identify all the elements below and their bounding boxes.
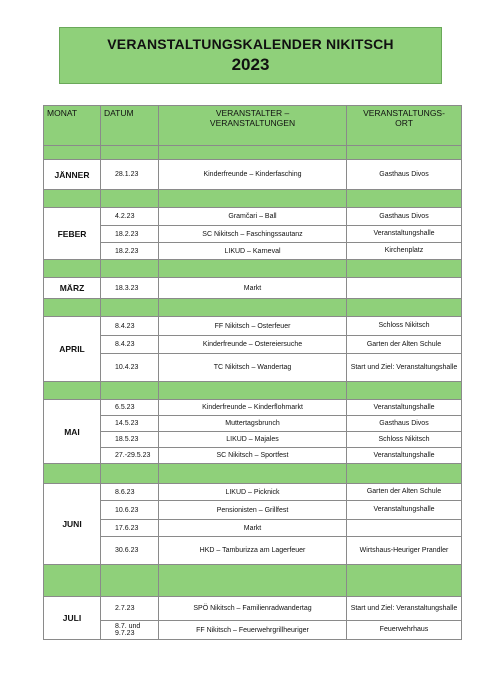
header-date: DATUM: [101, 106, 159, 146]
event-cell: Kinderfreunde – Kinderfasching: [159, 160, 347, 190]
date-cell: 10.6.23: [101, 501, 159, 520]
venue-cell: Veranstaltungshalle: [347, 226, 462, 243]
venue-cell: Schloss Nikitsch: [347, 432, 462, 448]
venue-cell: Gasthaus Divos: [347, 208, 462, 226]
date-cell: 6.5.23: [101, 400, 159, 416]
separator-cell: [159, 146, 347, 160]
separator-cell: [101, 464, 159, 484]
date-cell: 17.6.23: [101, 520, 159, 537]
separator-cell: [101, 382, 159, 400]
separator-cell: [159, 464, 347, 484]
month-cell: MAI: [44, 400, 101, 464]
event-cell: Markt: [159, 520, 347, 537]
table-row: [44, 416, 462, 432]
separator-cell: [44, 382, 101, 400]
event-cell: SC Nikitsch – Sportfest: [159, 448, 347, 464]
venue-cell: [347, 520, 462, 537]
event-cell: Pensionisten – Grillfest: [159, 501, 347, 520]
date-cell: 2.7.23: [101, 597, 159, 621]
separator-cell: [347, 382, 462, 400]
event-cell: Gramčari – Ball: [159, 208, 347, 226]
venue-cell: Schloss Nikitsch: [347, 317, 462, 336]
separator-cell: [159, 190, 347, 208]
venue-cell: Veranstaltungshalle: [347, 448, 462, 464]
separator-cell: [44, 565, 101, 597]
table-row: [44, 208, 462, 226]
month-cell: JULI: [44, 597, 101, 640]
separator-cell: [159, 382, 347, 400]
event-calendar-table: [43, 105, 462, 640]
month-cell: JÄNNER: [44, 160, 101, 190]
event-cell: SC Nikitsch – Faschingssautanz: [159, 226, 347, 243]
separator-cell: [44, 190, 101, 208]
event-cell: Kinderfreunde – Kinderflohmarkt: [159, 400, 347, 416]
event-cell: TC Nikitsch – Wandertag: [159, 354, 347, 382]
table-row: [44, 520, 462, 537]
date-cell: 14.5.23: [101, 416, 159, 432]
date-cell: 18.3.23: [101, 278, 159, 299]
separator-cell: [347, 190, 462, 208]
date-cell: 27.-29.5.23: [101, 448, 159, 464]
header-venue: VERANSTALTUNGS- ORT: [347, 106, 462, 146]
venue-cell: Start und Ziel: Veranstaltungshalle: [347, 597, 462, 621]
date-cell: 18.2.23: [101, 226, 159, 243]
venue-cell: Gasthaus Divos: [347, 416, 462, 432]
separator-cell: [44, 146, 101, 160]
table-row: [44, 501, 462, 520]
separator-cell: [44, 464, 101, 484]
venue-cell: [347, 278, 462, 299]
table-header-row: [44, 106, 462, 146]
title-banner: [59, 27, 442, 84]
separator-cell: [347, 299, 462, 317]
header-organizer: VERANSTALTER – VERANSTALTUNGEN: [159, 106, 347, 146]
separator-cell: [347, 146, 462, 160]
table-row: [44, 226, 462, 243]
separator-cell: [44, 260, 101, 278]
month-cell: JUNI: [44, 484, 101, 565]
month-separator-row: [44, 299, 462, 317]
venue-cell: Garten der Alten Schule: [347, 336, 462, 354]
event-cell: Kinderfreunde – Ostereiersuche: [159, 336, 347, 354]
separator-cell: [101, 565, 159, 597]
table-row: [44, 160, 462, 190]
event-cell: Muttertagsbrunch: [159, 416, 347, 432]
venue-cell: Wirtshaus-Heuriger Prandler: [347, 537, 462, 565]
venue-cell: Feuerwehrhaus: [347, 621, 462, 640]
month-separator-row: [44, 190, 462, 208]
page-title: VERANSTALTUNGSKALENDER NIKITSCH: [107, 36, 394, 52]
table-row: [44, 336, 462, 354]
separator-cell: [159, 565, 347, 597]
event-cell: FF Nikitsch – Feuerwehrgrillheuriger: [159, 621, 347, 640]
date-cell: 8.6.23: [101, 484, 159, 501]
table-row: [44, 448, 462, 464]
separator-cell: [347, 565, 462, 597]
venue-cell: Veranstaltungshalle: [347, 501, 462, 520]
venue-cell: Start und Ziel: Veranstaltungshalle: [347, 354, 462, 382]
event-cell: SPÖ Nikitsch – Familienradwandertag: [159, 597, 347, 621]
event-cell: FF Nikitsch – Osterfeuer: [159, 317, 347, 336]
separator-cell: [159, 299, 347, 317]
month-separator-row: [44, 464, 462, 484]
table-row: [44, 354, 462, 382]
separator-cell: [159, 260, 347, 278]
month-separator-row: [44, 260, 462, 278]
month-cell: MÄRZ: [44, 278, 101, 299]
page-year: 2023: [231, 55, 270, 74]
event-cell: LIKUD – Picknick: [159, 484, 347, 501]
month-separator-row: [44, 565, 462, 597]
event-cell: LIKUD – Majales: [159, 432, 347, 448]
event-cell: HKD – Tamburizza am Lagerfeuer: [159, 537, 347, 565]
table-row: [44, 400, 462, 416]
date-cell: 10.4.23: [101, 354, 159, 382]
month-separator-row: [44, 146, 462, 160]
table-row: [44, 484, 462, 501]
separator-cell: [347, 464, 462, 484]
table-row: [44, 317, 462, 336]
date-cell: 18.2.23: [101, 243, 159, 260]
separator-cell: [101, 146, 159, 160]
header-month: MONAT: [44, 106, 101, 146]
date-cell: 4.2.23: [101, 208, 159, 226]
date-cell: 18.5.23: [101, 432, 159, 448]
date-cell: 8.4.23: [101, 336, 159, 354]
month-cell: APRIL: [44, 317, 101, 382]
event-cell: Markt: [159, 278, 347, 299]
table-row: [44, 432, 462, 448]
venue-cell: Veranstaltungshalle: [347, 400, 462, 416]
table-row: [44, 278, 462, 299]
separator-cell: [44, 299, 101, 317]
venue-cell: Garten der Alten Schule: [347, 484, 462, 501]
date-cell: 30.6.23: [101, 537, 159, 565]
month-separator-row: [44, 382, 462, 400]
month-cell: FEBER: [44, 208, 101, 260]
table-row: [44, 597, 462, 621]
table-body: [44, 146, 462, 640]
event-cell: LIKUD – Karneval: [159, 243, 347, 260]
table-row: [44, 621, 462, 640]
date-cell: 28.1.23: [101, 160, 159, 190]
date-cell: 8.7. und 9.7.23: [101, 621, 159, 640]
separator-cell: [101, 260, 159, 278]
date-cell: 8.4.23: [101, 317, 159, 336]
separator-cell: [101, 190, 159, 208]
separator-cell: [101, 299, 159, 317]
table-row: [44, 537, 462, 565]
venue-cell: Gasthaus Divos: [347, 160, 462, 190]
table-row: [44, 243, 462, 260]
venue-cell: Kirchenplatz: [347, 243, 462, 260]
separator-cell: [347, 260, 462, 278]
